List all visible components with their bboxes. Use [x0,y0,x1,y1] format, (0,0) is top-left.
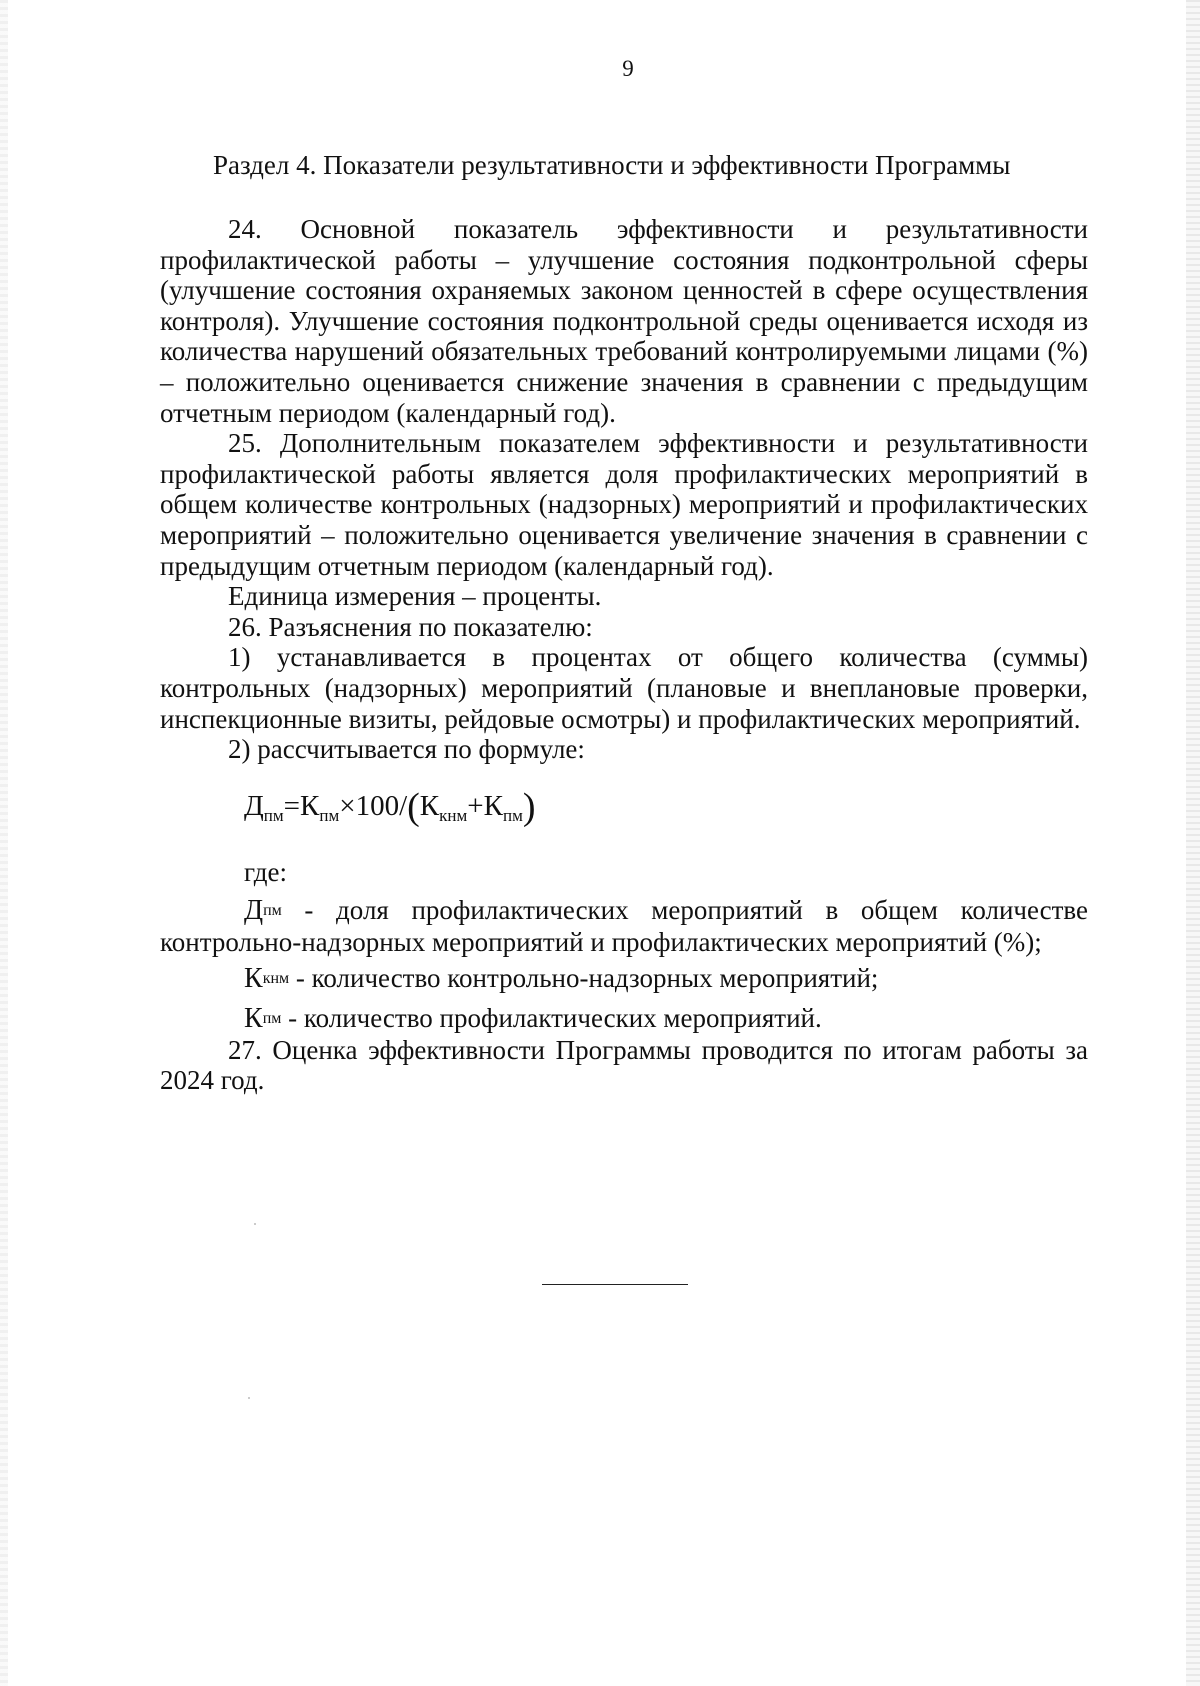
formula-k3: К [483,789,503,822]
formula [244,785,1088,843]
formula-open-paren: ( [407,785,420,828]
formula-k: К [300,789,320,822]
unit-line: Единица измерения – проценты. [228,581,602,612]
page-number: 9 [622,56,634,81]
paragraph-26: 26. Разъяснения по показателю: [228,611,593,642]
definition-d-pm [160,895,1088,957]
formula-lhs: Д [244,789,264,822]
formula-eq: = [283,789,301,822]
scan-speck [248,1397,250,1399]
formula-times: ×100/ [339,789,408,822]
formula-k3-sub: пм [502,805,523,825]
paragraph-27: 27. Оценка эффективности Программы проводится по итогам работы за 2024 год. [160,1034,1088,1096]
definition-symbol: $К^{кнм}$ [244,963,290,995]
definition-text: - количество контрольно-надзорных мероприятий; [289,963,879,994]
scan-edge-left [0,0,8,1686]
body-text [160,214,1088,1096]
definition-symbol: $Д^{пм}$ [244,895,282,927]
formula-plus: + [467,789,484,822]
formula-close-paren: ) [522,785,536,828]
definition-symbol: $К^{пм}$ [244,1003,282,1035]
paragraph-26-item-1: 1) устанавливается в процентах от общего количества (суммы) контрольных (надзорных) мероприятий (плановые и внеплановые проверки, инспекционные визиты, рейдовые осмотры) и профилактических мероприятий. [160,642,1088,734]
section-title: Раздел 4. Показатели результативности и эффективности Программы [213,150,1011,180]
definition-k-knm [160,963,1088,995]
formula-k-sub: пм [319,805,340,825]
definition-text: - доля профилактических мероприятий в общем количестве контрольно-надзорных мероприятий и профилактических мероприятий (%); [160,895,1088,957]
formula-k2: К [419,789,440,822]
scan-speck [254,1223,256,1225]
formula-k2-sub: кнм [439,805,468,825]
formula-lhs-sub: пм [263,805,284,825]
definition-text: - количество профилактических мероприятий. [281,1003,822,1034]
where-label: где: [244,856,287,887]
scan-edge-right [1186,0,1200,1686]
paragraph-24: 24. Основной показатель эффективности и результативности профилактической работы – улучшение состояния подконтрольной сферы (улучшение состояния охраняемых законом ценностей в сфере осуществления контроля). Улучшение состояния подконтрольной среды оценивается исходя из количества нарушений обязательных требований контролируемыми лицами (%) – положительно оценивается снижение значения в сравнении с предыдущим отчетным периодом (календарный год). [160,214,1088,428]
closing-rule [542,1284,688,1285]
paragraph-25: 25. Дополнительным показателем эффективности и результативности профилактической работы является доля профилактических мероприятий в общем количестве контрольных (надзорных) мероприятий и профилактических мероприятий – положительно оценивается увеличение значения в сравнении с предыдущим отчетным периодом (календарный год). [160,428,1088,581]
paragraph-26-item-2: 2) рассчитывается по формуле: [228,734,585,765]
definition-k-pm [160,1003,1088,1035]
